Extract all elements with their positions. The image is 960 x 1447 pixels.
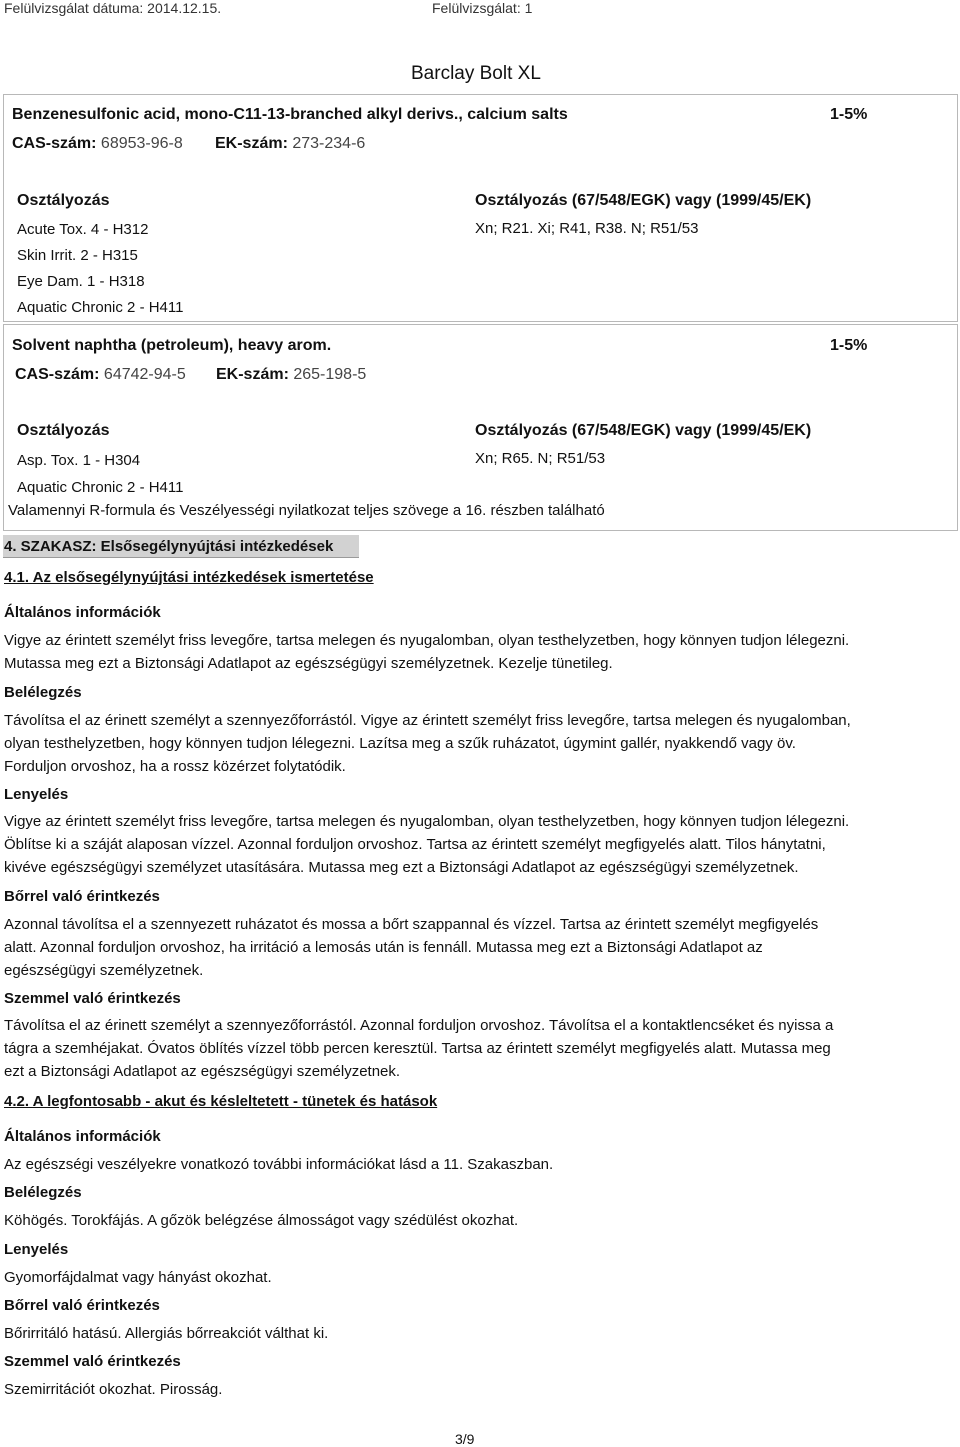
- classification-list: [17, 217, 183, 321]
- subsection-4-1-title: 4.1. Az elsősegélynyújtási intézkedések ismertetése: [4, 569, 374, 586]
- substance-name: Solvent naphtha (petroleum), heavy arom.: [12, 337, 332, 354]
- old-classification-title: Osztályozás (67/548/EGK) vagy (1999/45/EK): [475, 192, 812, 209]
- classification-item: Eye Dam. 1 - H318: [17, 273, 145, 290]
- section-4-title: 4. SZAKASZ: Elsősegélynyújtási intézkedések: [4, 538, 334, 555]
- classification-item: Aquatic Chronic 2 - H411: [17, 299, 184, 316]
- subsection-4-2-title: 4.2. A legfontosabb - akut és késleltetett - tünetek és hatások: [4, 1093, 438, 1110]
- inhalation-heading: Belélegzés: [4, 1184, 82, 1201]
- general-info-text: [4, 629, 956, 675]
- substance-block-2: [3, 324, 958, 531]
- ek-label: EK-szám:: [216, 366, 289, 383]
- inhalation-heading: Belélegzés: [4, 684, 82, 701]
- general-info-text: Az egészségi veszélyekre vonatkozó további információkat lásd a 11. Szakaszban.: [4, 1156, 554, 1173]
- classification-list: [17, 447, 183, 501]
- text-line: egészségügyi személyzetnek.: [4, 962, 204, 979]
- classification-item: Aquatic Chronic 2 - H411: [17, 479, 184, 496]
- inhalation-text: Köhögés. Torokfájás. A gőzök belégzése álmosságot vagy szédülést okozhat.: [4, 1212, 519, 1229]
- text-line: Vigye az érintett személyt friss levegőre, tartsa melegen és nyugalomban, olyan testhelyzetben, hogy könnyen tudjon lélegezni.: [4, 632, 850, 649]
- old-classification: Xn; R65. N; R51/53: [475, 450, 606, 467]
- classification-item: Asp. Tox. 1 - H304: [17, 452, 141, 469]
- text-line: Távolítsa el az érinett személyt a szennyezőforrástól. Vigye az érintett személyt friss levegőre, tartsa melegen és nyugalomban,: [4, 712, 851, 729]
- section-4-header: [3, 535, 359, 558]
- eye-contact-heading: Szemmel való érintkezés: [4, 1353, 181, 1370]
- eye-contact-text: Szemirritációt okozhat. Pirosság.: [4, 1381, 223, 1398]
- ek-row: [216, 366, 366, 384]
- inhalation-text: [4, 709, 956, 778]
- ingestion-text: [4, 810, 956, 879]
- ingestion-text: Gyomorfájdalmat vagy hányást okozhat.: [4, 1269, 272, 1286]
- ek-row: [215, 135, 365, 153]
- skin-contact-heading: Bőrrel való érintkezés: [4, 1297, 160, 1314]
- cas-row: [12, 135, 183, 153]
- page-number: 3/9: [455, 1431, 475, 1447]
- substance-block-1: [3, 94, 958, 322]
- substance-name: Benzenesulfonic acid, mono-C11-13-branched alkyl derivs., calcium salts: [12, 106, 568, 123]
- ingestion-heading: Lenyelés: [4, 1241, 69, 1258]
- text-line: kivéve egészségügyi személyzet utasítására. Mutassa meg ezt a Biztonsági Adatlapot az egészségügyi személyzetnek.: [4, 859, 799, 876]
- text-line: ezt a Biztonsági Adatlapot az egészségügyi személyzetnek.: [4, 1063, 401, 1080]
- ingestion-heading: Lenyelés: [4, 786, 69, 803]
- text-line: Vigye az érintett személyt friss levegőre, tartsa melegen és nyugalomban, olyan testhelyzetben, hogy könnyen tudjon lélegezni.: [4, 813, 850, 830]
- cas-label: CAS-szám:: [12, 135, 97, 152]
- substance-percent: 1-5%: [830, 337, 868, 354]
- cas-number: 68953-96-8: [100, 135, 183, 152]
- revision-date: Felülvizsgálat dátuma: 2014.12.15.: [4, 0, 222, 16]
- classification-title: Osztályozás: [17, 422, 110, 439]
- substance-percent: 1-5%: [830, 106, 868, 123]
- classification-title: Osztályozás: [17, 192, 110, 209]
- text-line: Mutassa meg ezt a Biztonsági Adatlapot az egészségügyi személyzetnek. Kezelje tünetileg.: [4, 655, 613, 672]
- text-line: Forduljon orvoshoz, ha a rossz közérzet folytatódik.: [4, 758, 346, 775]
- r-phrase-note: Valamennyi R-formula és Veszélyességi nyilatkozat teljes szövege a 16. részben található: [8, 502, 605, 519]
- text-line: Azonnal távolítsa el a szennyezett ruházatot és mossa a bőrt szappannal és vízzel. Tartsa az érintett személyt megfigyelés: [4, 916, 819, 933]
- text-line: Öblítse ki a száját alaposan vízzel. Azonnal forduljon orvoshoz. Tartsa az érintett személyt megfigyelés alatt. Tilos hánytatni,: [4, 836, 826, 853]
- text-line: olyan testhelyzetben, hogy könnyen tudjon lélegezni. Lazítsa meg a szűk ruházatot, úgymint gallér, nyakkendő vagy öv.: [4, 735, 796, 752]
- old-classification-title: Osztályozás (67/548/EGK) vagy (1999/45/EK): [475, 422, 812, 439]
- text-line: Távolítsa el az érinett személyt a szennyezőforrástól. Azonnal forduljon orvoshoz. Távolítsa el a kontaktlencséket és nyissa a: [4, 1017, 834, 1034]
- text-line: alatt. Azonnal forduljon orvoshoz, ha irritáció a lemosás után is fennáll. Mutassa meg ezt a Biztonsági Adatlapot az: [4, 939, 763, 956]
- old-classification: Xn; R21. Xi; R41, R38. N; R51/53: [475, 220, 699, 237]
- ek-label: EK-szám:: [215, 135, 288, 152]
- classification-item: Skin Irrit. 2 - H315: [17, 247, 138, 264]
- skin-contact-text: [4, 913, 956, 982]
- eye-contact-text: [4, 1014, 956, 1083]
- ek-number: 265-198-5: [293, 366, 367, 383]
- general-info-heading: Általános információk: [4, 604, 161, 621]
- product-name: Barclay Bolt XL: [411, 63, 541, 84]
- eye-contact-heading: Szemmel való érintkezés: [4, 990, 181, 1007]
- cas-number: 64742-94-5: [103, 366, 186, 383]
- general-info-heading: Általános információk: [4, 1128, 161, 1145]
- skin-contact-text: Bőrirritáló hatású. Allergiás bőrreakciót válthat ki.: [4, 1325, 329, 1342]
- classification-item: Acute Tox. 4 - H312: [17, 221, 149, 238]
- text-line: tágra a szemhéjakat. Óvatos öblítés vízzel több percen keresztül. Tartsa az érintett személyt megfigyelés alatt. Mutassa meg: [4, 1040, 831, 1057]
- cas-label: CAS-szám:: [15, 366, 100, 383]
- revision-number: Felülvizsgálat: 1: [432, 0, 533, 16]
- cas-row: [15, 366, 186, 384]
- ek-number: 273-234-6: [292, 135, 366, 152]
- skin-contact-heading: Bőrrel való érintkezés: [4, 888, 160, 905]
